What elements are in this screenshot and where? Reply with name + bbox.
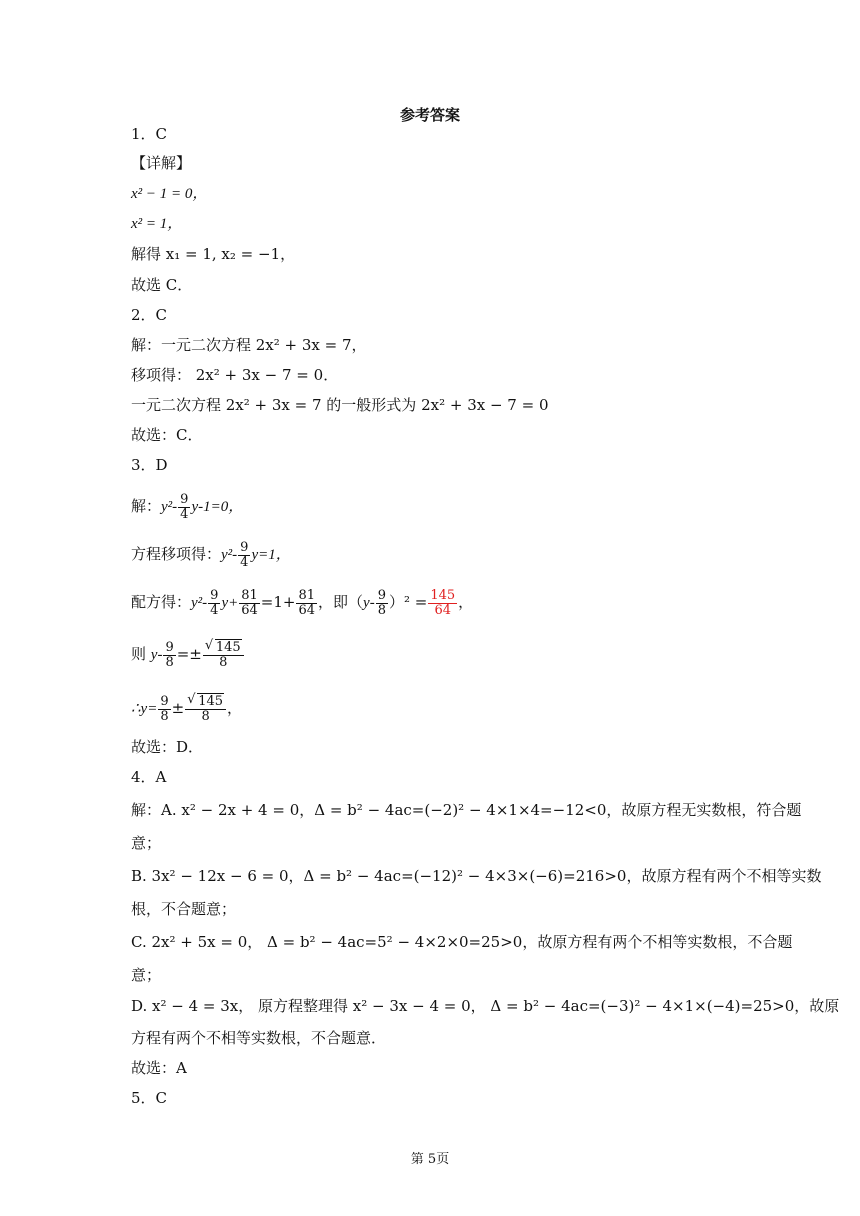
equation-line: x² − 1 = 0， xyxy=(131,186,208,202)
detail-heading: 【详解】 xyxy=(131,154,192,172)
fraction xyxy=(208,589,220,618)
option-b-line: B. 3x² − 12x − 6 = 0，Δ = b² − 4ac=(−12)² − 4×3×(−6)=216>0，故原方程有两个不相等实数 xyxy=(131,867,822,885)
sqrt-symbol: √ xyxy=(187,691,196,707)
option-b-line: 根，不合题意； xyxy=(131,900,237,918)
math-span: y=1， xyxy=(251,547,291,563)
fraction-numerator: 9 xyxy=(160,693,169,709)
text-span: ， xyxy=(227,699,243,717)
fraction-denominator: 64 xyxy=(434,602,452,618)
solution-line: 解：一元二次方程 2x² + 3x = 7， xyxy=(131,336,367,354)
fraction-numerator: 9 xyxy=(377,587,386,603)
fraction xyxy=(158,695,170,724)
text-span: =1+ xyxy=(260,593,296,611)
text-span: ± xyxy=(171,699,185,717)
fraction-denominator: 8 xyxy=(219,654,228,670)
fraction-denominator: 8 xyxy=(377,602,386,618)
fraction xyxy=(376,589,388,618)
answer-3: 3．D xyxy=(131,456,168,474)
fraction-numerator: 81 xyxy=(241,587,258,603)
solution-line xyxy=(131,586,741,619)
fraction-numerator: 9 xyxy=(180,491,189,507)
math-span: y+ xyxy=(221,595,239,611)
fraction-denominator: 64 xyxy=(241,602,258,618)
solution-line xyxy=(131,490,741,523)
fraction-numerator: 9 xyxy=(240,539,249,555)
answer-5: 5．C xyxy=(131,1089,168,1107)
fraction-denominator: 8 xyxy=(201,708,210,724)
fraction-denominator: 4 xyxy=(240,554,249,570)
radicand: 145 xyxy=(215,639,241,655)
fraction-numerator: 9 xyxy=(165,639,174,655)
sqrt xyxy=(204,637,242,655)
option-c-line: 意； xyxy=(131,966,162,984)
fraction-denominator: 8 xyxy=(165,654,174,670)
fraction-denominator: 64 xyxy=(298,602,316,618)
text-span: 方程移项得： xyxy=(131,545,222,563)
math-span: y-1=0， xyxy=(191,499,244,515)
option-a-line: 意； xyxy=(131,834,162,852)
sqrt xyxy=(187,691,224,709)
page-title: 参考答案 xyxy=(399,106,460,124)
sqrt-symbol: √ xyxy=(204,637,214,653)
text-span: ， xyxy=(458,593,474,611)
fraction-denominator: 4 xyxy=(180,506,189,522)
math-span: y- xyxy=(150,647,163,663)
solution-line xyxy=(131,538,741,571)
option-c-line: C. 2x² + 5x = 0， Δ = b² − 4ac=5² − 4×2×0=25>0，故原方程有两个不相等实数根，不合题 xyxy=(131,933,793,951)
fraction xyxy=(178,493,190,522)
fraction-denominator: 8 xyxy=(160,708,169,724)
fraction xyxy=(239,589,260,618)
conclusion-line: 故选 C． xyxy=(131,276,193,294)
conclusion-line: 故选：A xyxy=(131,1059,187,1077)
answer-4: 4．A xyxy=(131,768,167,786)
text-span: =± xyxy=(176,645,202,663)
fraction-numerator xyxy=(203,637,244,656)
conclusion-line: 故选：C． xyxy=(131,426,203,444)
option-d-line: D. x² − 4 = 3x， 原方程整理得 x² − 3x − 4 = 0， Δ = b² − 4ac=(−3)² − 4×1×(−4)=25>0，故原 xyxy=(131,997,840,1015)
answer-2: 2．C xyxy=(131,306,168,324)
fraction xyxy=(238,541,250,570)
solution-line: 移项得： 2x² + 3x − 7 = 0． xyxy=(131,366,339,384)
option-d-line: 方程有两个不相等实数根，不合题意． xyxy=(131,1029,387,1047)
fraction-numerator: 145 xyxy=(430,587,456,603)
equation-line: 解得 x₁ = 1, x₂ = −1， xyxy=(131,245,296,263)
solution-line xyxy=(131,690,741,727)
math-span: y²- xyxy=(221,547,238,563)
solution-line: 一元二次方程 2x² + 3x = 7 的一般形式为 2x² + 3x − 7 = 0 xyxy=(131,396,549,414)
equation-line: x² = 1， xyxy=(131,216,183,232)
text-span: 解： xyxy=(131,497,162,515)
text-span: ）² = xyxy=(388,593,428,611)
option-a-line: 解：A. x² − 2x + 4 = 0，Δ = b² − 4ac=(−2)² − 4×1×4=−12<0，故原方程无实数根，符合题 xyxy=(131,801,802,819)
conclusion-line: 故选：D． xyxy=(131,738,204,756)
text-span: 则 xyxy=(131,645,147,663)
fraction-numerator xyxy=(185,691,226,710)
fraction xyxy=(296,589,317,618)
sqrt-fraction xyxy=(203,637,244,670)
text-span: 配方得： xyxy=(131,593,192,611)
fraction-denominator: 4 xyxy=(210,602,219,618)
math-span: y²- xyxy=(191,595,208,611)
answer-1: 1．C xyxy=(131,125,168,143)
math-span: ∴y= xyxy=(131,701,158,717)
text-span: ，即（ xyxy=(318,593,364,611)
highlighted-fraction xyxy=(428,589,457,618)
fraction-numerator: 9 xyxy=(210,587,219,603)
radicand: 145 xyxy=(198,693,224,709)
page-footer: 第 5页 xyxy=(410,1152,450,1167)
fraction xyxy=(163,641,175,670)
fraction-numerator: 81 xyxy=(298,587,316,603)
solution-line xyxy=(131,636,741,673)
math-span: y²- xyxy=(161,499,178,515)
math-span: y- xyxy=(363,595,375,611)
sqrt-fraction xyxy=(185,691,226,724)
